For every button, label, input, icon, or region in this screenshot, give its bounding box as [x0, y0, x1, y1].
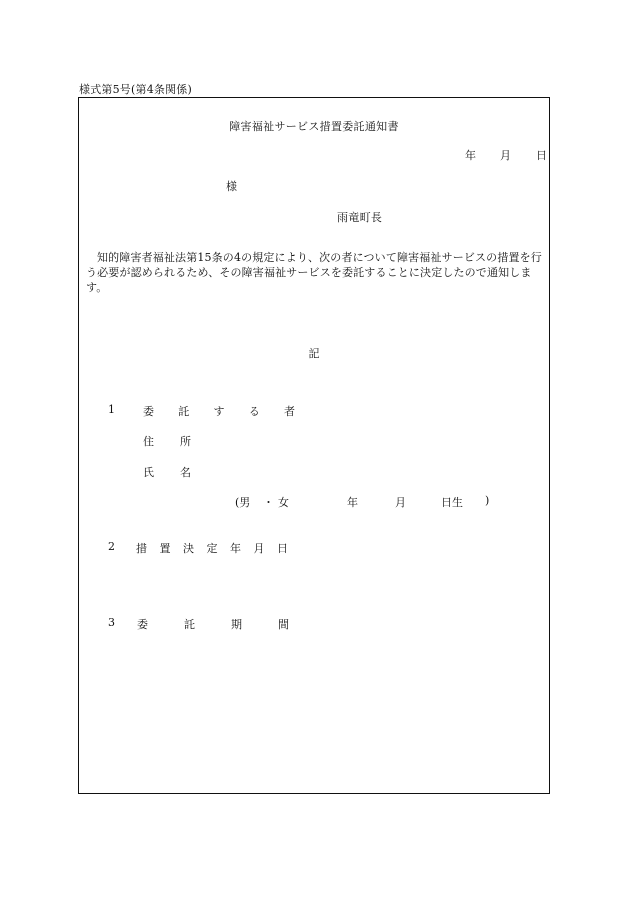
date-month-label: 月 [500, 149, 511, 162]
birth-open-male: (男 [235, 496, 251, 509]
item-2-number: 2 [108, 540, 115, 553]
item-3-label-char: 期 [231, 618, 242, 631]
date-year-label: 年 [465, 149, 476, 162]
birth-month-label: 月 [395, 496, 406, 509]
item-2-label-char: 定 [206, 542, 218, 555]
item-2-label-char: 月 [253, 542, 265, 555]
item-2-label-char: 年 [230, 542, 241, 555]
document-title: 障害福祉サービス措置委託通知書 [229, 120, 399, 133]
birth-separator-dot: ・ [263, 496, 274, 509]
address-label [143, 433, 191, 449]
item-3-label-char: 間 [278, 618, 289, 631]
addressee-honorific: 様 [226, 180, 237, 193]
form-number-label: 様式第5号(第4条関係) [79, 83, 192, 96]
birth-year-label: 年 [347, 496, 358, 509]
item-3-number: 3 [108, 616, 115, 629]
name-label-char: 氏 [143, 466, 154, 479]
item-1-label-char: 者 [284, 405, 295, 418]
address-label-char: 所 [180, 435, 191, 448]
ki-heading: 記 [308, 347, 320, 360]
item-1-label-char: る [248, 405, 260, 418]
item-1-label-char: す [213, 405, 225, 418]
item-2-label-char: 措 [136, 542, 147, 555]
item-3-label-char: 委 [137, 618, 148, 631]
item-1-label-char: 委 [143, 405, 154, 418]
issuer-name: 雨竜町長 [337, 211, 383, 224]
date-day-label: 日 [536, 149, 547, 162]
birth-female: 女 [278, 496, 289, 509]
name-label [143, 464, 191, 480]
item-2-label [136, 540, 288, 556]
document-frame [78, 97, 550, 794]
item-1-label-char: 託 [178, 405, 190, 418]
item-3-label-char: 託 [184, 618, 195, 631]
notice-body-text: 知的障害者福祉法第15条の4の規定により、次の者について障害福祉サービスの措置を行う必要が認められるため、その障害福祉サービスを委託することに決定したので通知します。 [86, 251, 542, 294]
name-label-char: 名 [180, 466, 191, 479]
item-2-label-char: 決 [183, 542, 194, 555]
item-1-number: 1 [108, 403, 115, 416]
item-3-label [137, 616, 289, 632]
item-1-label [143, 403, 295, 419]
birth-day-born-label: 日生 [441, 496, 463, 509]
address-label-char: 住 [143, 435, 154, 448]
birth-close-paren: ) [485, 494, 490, 507]
item-2-label-char: 日 [277, 542, 288, 555]
item-2-label-char: 置 [159, 542, 171, 555]
